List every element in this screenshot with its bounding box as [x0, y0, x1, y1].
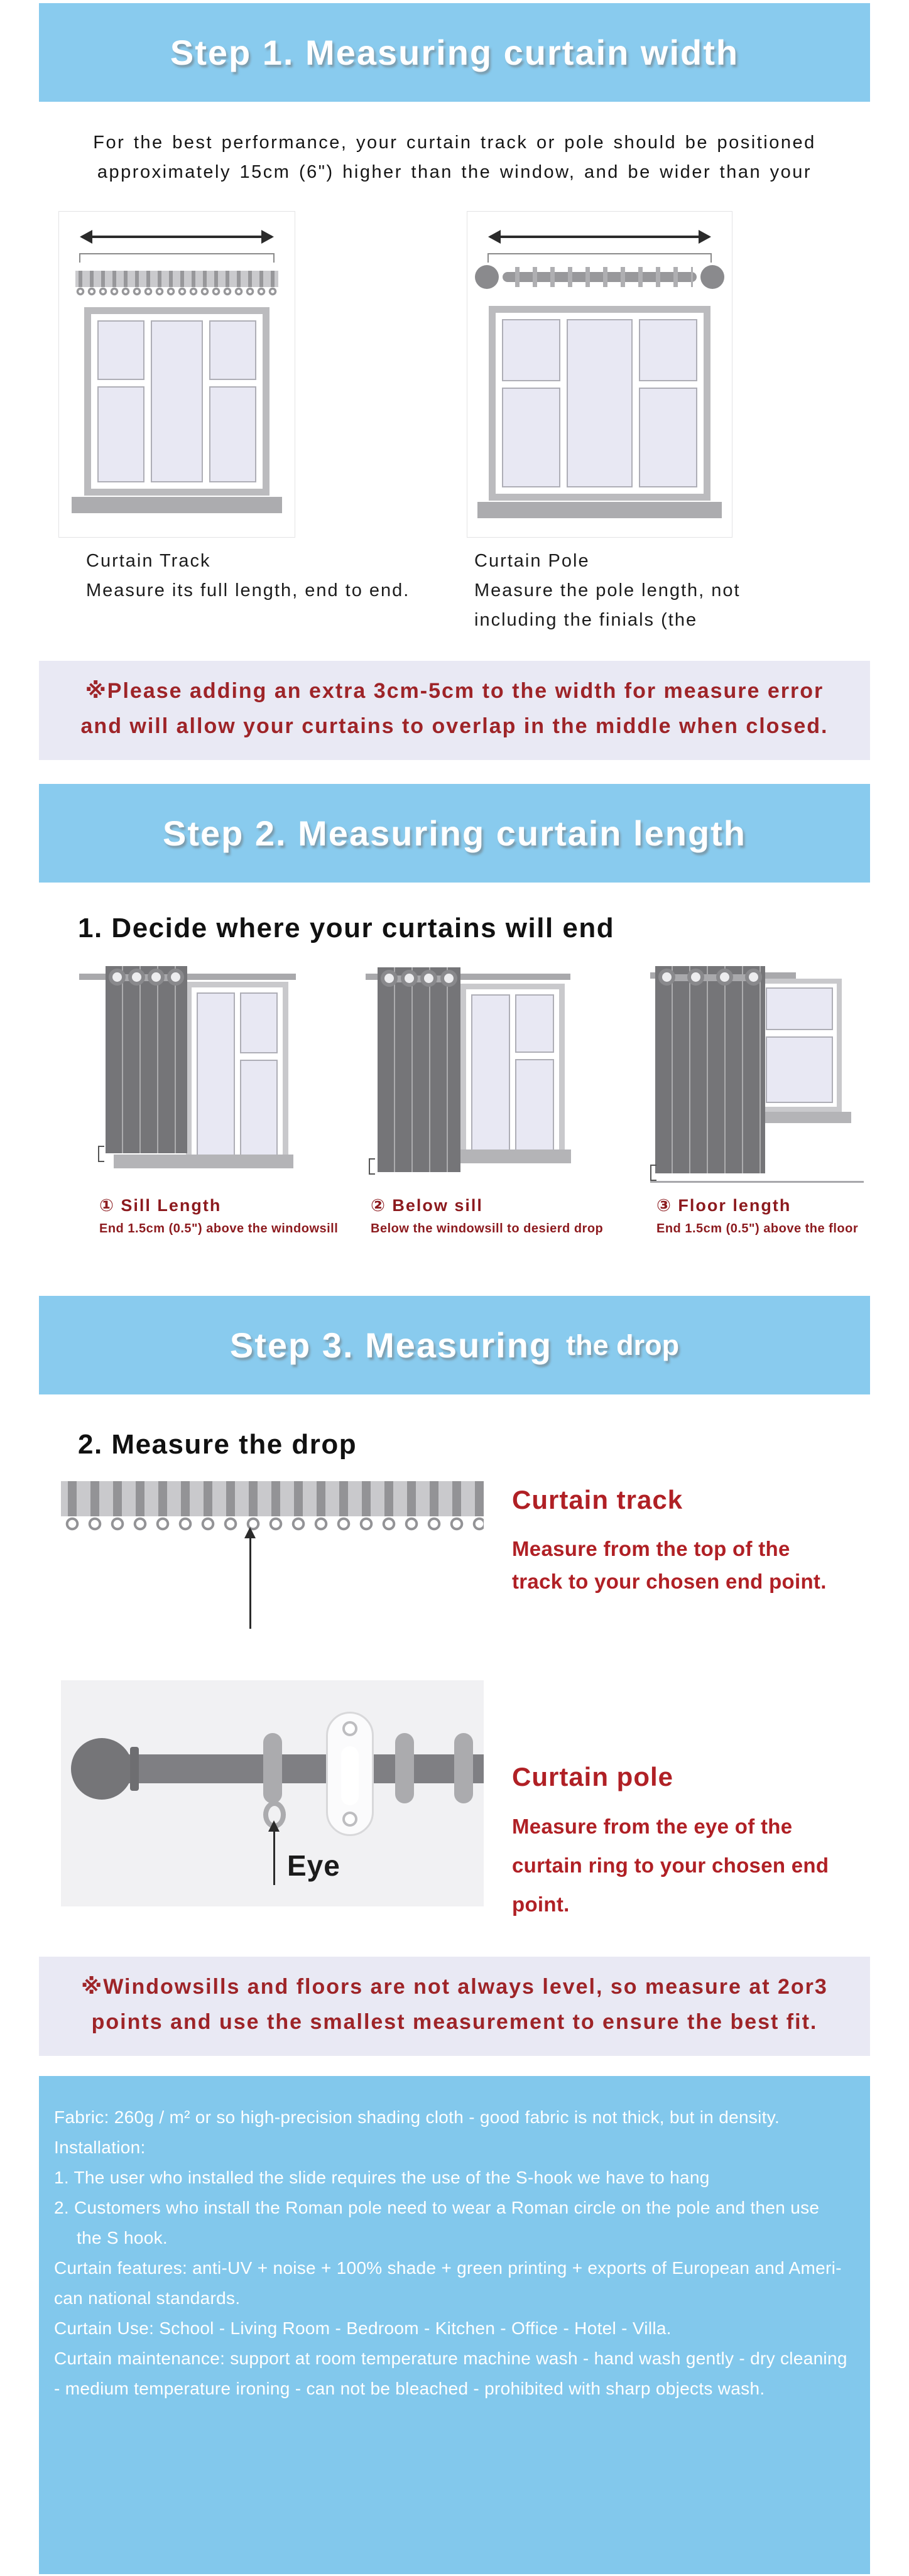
pole-collar-icon [130, 1747, 139, 1791]
curtain-pole-illustration [61, 1680, 484, 1906]
curtain-pole-instructions: Measure from the eye of the curtain ring to your chosen end point. [512, 1815, 829, 1916]
below-sill-scene [354, 966, 571, 1187]
pole-finial-icon [71, 1738, 133, 1800]
note-line-2: and will allow your curtains to overlap in the middle when closed. [80, 714, 829, 738]
window-sill [114, 1155, 293, 1168]
curtain-length-options [0, 966, 909, 1252]
pole-finial-icon [475, 265, 499, 289]
window [186, 982, 288, 1168]
track-bar-icon [61, 1481, 484, 1516]
width-measure-note [39, 661, 870, 760]
track-hooks-icon [75, 287, 278, 297]
step3-heading: 2. Measure the drop [78, 1429, 357, 1460]
footer-maintenance-cont: - medium temperature ironing - can not be bleached - prohibited with sharp objects wash. [54, 2379, 765, 2398]
window-pane [515, 1059, 554, 1153]
footer-maintenance: Curtain maintenance: support at room temperature machine wash - hand wash gently - dry cleaning [54, 2349, 847, 2368]
curtain-ring-icon [263, 1733, 282, 1803]
footer-install-step-2-cont: the S hook. [77, 2228, 168, 2247]
curtain-panel [655, 966, 765, 1173]
step2-banner-title: Step 2. Measuring curtain length [162, 813, 747, 853]
screw-icon [342, 1812, 357, 1827]
window-column [471, 994, 510, 1153]
curtain-track-instructions: Measure from the top of the track to your chosen end point. [512, 1537, 827, 1593]
screw-icon [342, 1721, 357, 1736]
window-pane [766, 1036, 833, 1103]
track-hooks-icon [61, 1516, 484, 1534]
curtain-track-caption-text: Measure its full length, end to end. [86, 580, 410, 601]
window [489, 306, 710, 501]
window [757, 979, 842, 1112]
window-column [515, 994, 554, 1153]
window-sill [72, 497, 282, 513]
curtain-ring-icon [395, 1733, 414, 1803]
dimension-bracket [79, 253, 275, 263]
curtain-track-text [512, 1485, 889, 1598]
width-arrow-icon [490, 236, 709, 238]
window-column [766, 987, 833, 1103]
sill-length-label: ① Sill Length [99, 1196, 222, 1215]
curtain-panel [378, 967, 460, 1172]
bracket-slot [341, 1746, 359, 1805]
note-line-2: points and use the smallest measurement to ensure the best fit. [91, 2010, 818, 2034]
window-pane [567, 319, 632, 487]
step3-banner-subtitle: the drop [566, 1329, 680, 1361]
window-sill [477, 502, 722, 518]
window-pane [639, 388, 697, 487]
curtain-pole-title: Curtain pole [512, 1762, 674, 1791]
window-column [567, 319, 632, 487]
level-measure-note [39, 1957, 870, 2056]
step2-heading: 1. Decide where your curtains will end [78, 913, 615, 943]
curtain-track-bar [75, 271, 278, 287]
step1-diagram-row [0, 211, 909, 538]
intro-line-1: For the best performance, your curtain track or pole should be positioned [93, 133, 816, 153]
width-arrow-icon [82, 236, 272, 238]
window-pane [502, 388, 560, 487]
pole-rings-icon [506, 267, 693, 287]
up-arrow-icon [273, 1831, 275, 1885]
window-pane [197, 992, 235, 1157]
sill-length-diagram [60, 966, 339, 1236]
grommets-icon [109, 969, 184, 986]
curtain-panel [106, 966, 187, 1153]
step3-banner-title: Step 3. Measuring [229, 1325, 553, 1365]
window-pane [97, 386, 144, 482]
footer-use: Curtain Use: School - Living Room - Bedroom - Kitchen - Office - Hotel - Villa. [54, 2318, 672, 2338]
curtain-track-title: Curtain track [512, 1485, 683, 1514]
measure-bracket-icon [650, 1165, 656, 1181]
window-pane [639, 319, 697, 381]
curtain-track-illustration [61, 1481, 484, 1534]
window-pane [502, 319, 560, 381]
floor-length-diagram [650, 966, 864, 1236]
step1-intro [0, 128, 909, 187]
pole-bar-icon [119, 1754, 484, 1783]
curtain-pole-caption-title: Curtain Pole [474, 551, 590, 571]
curtain-track-caption [86, 546, 450, 606]
window-pane [97, 320, 144, 380]
wall-bracket-icon [326, 1712, 374, 1836]
note-line-1: ※Windowsills and floors are not always level, so measure at 2or3 [81, 1975, 828, 1999]
footer-features-cont: can national standards. [54, 2288, 241, 2308]
window-column [197, 992, 235, 1157]
below-sill-desc: Below the windowsill to desierd drop [371, 1222, 604, 1236]
dimension-bracket [487, 253, 712, 263]
window-pane [151, 320, 204, 482]
curtain-pole-caption-text: Measure the pole length, not [474, 580, 741, 601]
footer-install-step-1: 1. The user who installed the slide requires the use of the S-hook we have to hang [54, 2168, 710, 2187]
window-column [639, 319, 697, 487]
footer-fabric: Fabric: 260g / m² or so high-precision shading cloth - good fabric is not thick, but in density. [54, 2107, 780, 2127]
measure-bracket-icon [369, 1158, 375, 1175]
footer-install-step-2: 2. Customers who install the Roman pole need to wear a Roman circle on the pole and then use [54, 2198, 820, 2217]
sill-length-desc: End 1.5cm (0.5") above the windowsill [99, 1222, 339, 1236]
intro-line-2: approximately 15cm (6") higher than the window, and be wider than your [97, 162, 812, 182]
grommets-icon [658, 969, 762, 986]
floor-length-label: ③ Floor length [656, 1196, 792, 1215]
window-column [209, 320, 256, 482]
curtain-pole-caption-text: including the finials (the [474, 610, 698, 630]
grommets-icon [381, 970, 457, 987]
eye-label: Eye [287, 1849, 340, 1882]
curtain-ring-icon [454, 1733, 473, 1803]
window-pane [209, 320, 256, 380]
window-sill [452, 1149, 571, 1163]
window [84, 307, 269, 496]
window-pane [209, 386, 256, 482]
step2-banner [39, 784, 870, 883]
window-column [151, 320, 204, 482]
curtain-pole-text [512, 1762, 889, 1924]
floor-length-scene [650, 966, 864, 1187]
window-pane [240, 992, 278, 1053]
step1-banner [39, 3, 870, 102]
pole-finial-icon [700, 265, 724, 289]
product-details-footer [39, 2076, 870, 2574]
curtain-pole-diagram [467, 211, 732, 538]
window-column [97, 320, 144, 482]
sill-length-scene [60, 966, 302, 1187]
curtain-pole-caption [474, 546, 864, 635]
window-pane [471, 994, 510, 1153]
floor-length-desc: End 1.5cm (0.5") above the floor [656, 1222, 859, 1236]
below-sill-label: ② Below sill [371, 1196, 483, 1215]
measure-bracket-icon [98, 1146, 104, 1162]
window [460, 984, 565, 1163]
measure-pole-section [0, 1680, 909, 1916]
window-column [502, 319, 560, 487]
footer-features: Curtain features: anti-UV + noise + 100% shade + green printing + exports of European and Ameri- [54, 2258, 842, 2278]
window-column [240, 992, 278, 1157]
measure-track-section [0, 1476, 909, 1655]
below-sill-diagram [354, 966, 604, 1236]
note-line-1: ※Please adding an extra 3cm-5cm to the width for measure error [85, 679, 824, 703]
step3-banner [39, 1296, 870, 1394]
footer-installation: Installation: [54, 2138, 146, 2157]
step1-captions [0, 546, 909, 642]
step1-banner-title: Step 1. Measuring curtain width [170, 33, 739, 72]
window-pane [240, 1060, 278, 1157]
window-pane [766, 987, 833, 1030]
up-arrow-icon [249, 1538, 251, 1629]
curtain-track-caption-title: Curtain Track [86, 551, 211, 571]
floor-line [650, 1181, 864, 1183]
curtain-track-diagram [58, 211, 295, 538]
window-pane [515, 994, 554, 1053]
